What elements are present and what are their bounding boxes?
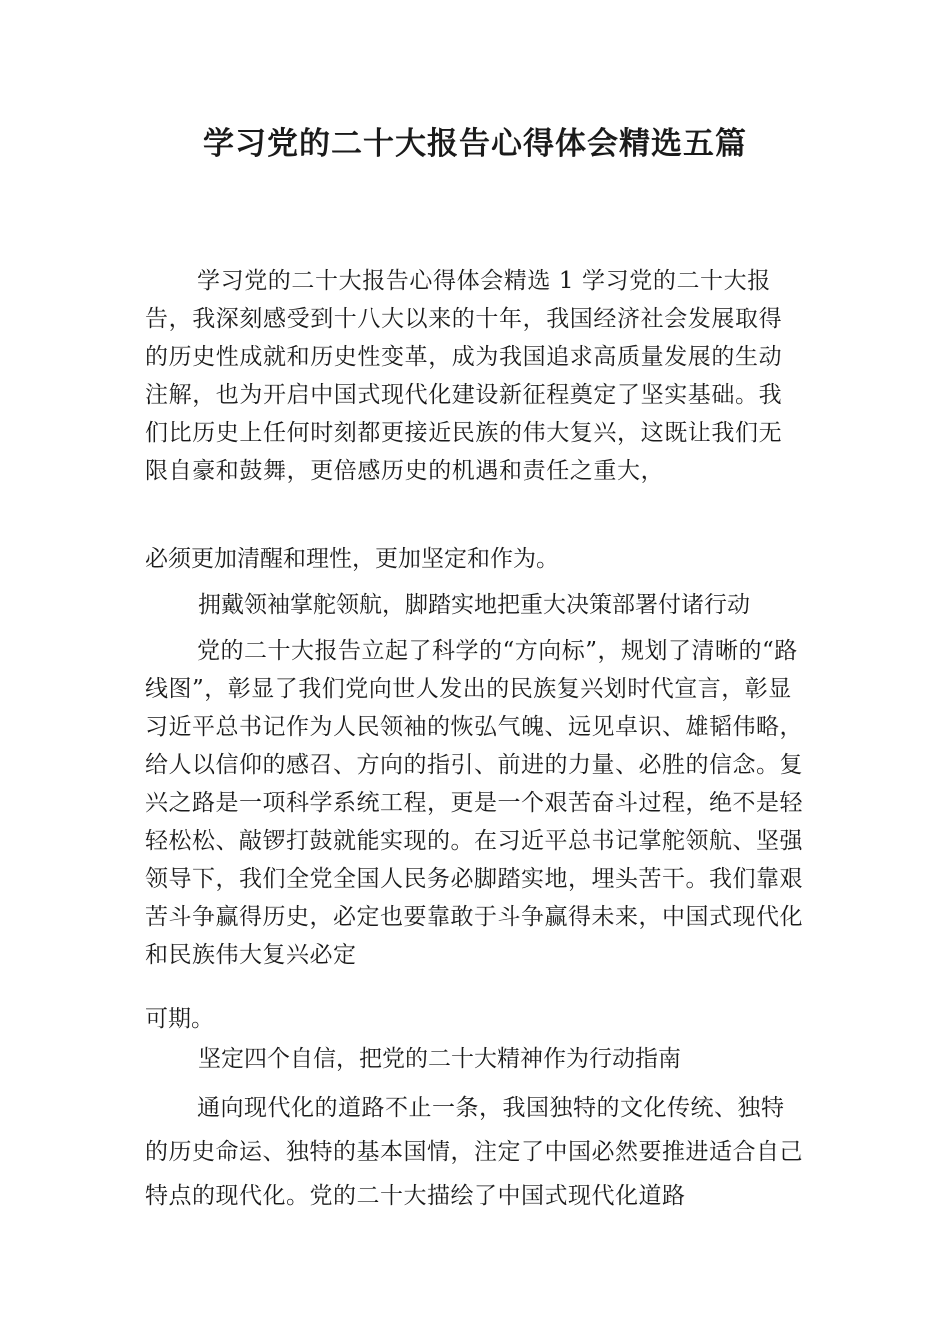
paragraph-leadership: 党的二十大报告立起了科学的“方向标”，规划了清晰的“路线图”，彰显了我们党向世人发出的民族复兴划时代宣言，彰显习近平总书记作为人民领袖的恢弘气魄、远见卓识、雄韬伟略，给人以信仰的感召、方向的指引、前进的力量、必胜的信念。复兴之路是一项科学系统工程，更是一个艰苦奋斗过程，绝不是轻轻松松、敲锣打鼓就能实现的。在习近平总书记掌舵领航、坚强领导下，我们全党全国人民务必脚踏实地，埋头苦干。我们靠艰苦斗争赢得历史，必定也要靠敢于斗争赢得未来，中国式现代化和民族伟大复兴必定	[145, 638, 803, 968]
paragraph-leadership-end: 可期。	[145, 1006, 214, 1032]
paragraph-intro: 学习党的二十大报告心得体会精选 1 学习党的二十大报告，我深刻感受到十八大以来的十年，我国经济社会发展取得的历史性成就和历史性变革，成为我国追求高质量发展的生动注解，也为开启中国式现代化建设新征程奠定了坚实基础。我们比历史上任何时刻都更接近民族的伟大复兴，这既让我们无限自豪和鼓舞，更倍感历史的机遇和责任之重大，	[145, 268, 783, 484]
section-heading-confidence: 坚定四个自信，把党的二十大精神作为行动指南	[198, 1046, 681, 1072]
section-heading-leadership: 拥戴领袖掌舵领航，脚踏实地把重大决策部署付诸行动	[198, 592, 750, 618]
paragraph-continuation: 必须更加清醒和理性，更加坚定和作为。	[145, 546, 559, 572]
paragraph-confidence: 通向现代化的道路不止一条，我国独特的文化传统、独特的历史命运、独特的基本国情，注定了中国必然要推进适合自己特点的现代化。党的二十大描绘了中国式现代化道路	[145, 1095, 803, 1209]
document-title: 学习党的二十大报告心得体会精选五篇	[203, 126, 747, 162]
